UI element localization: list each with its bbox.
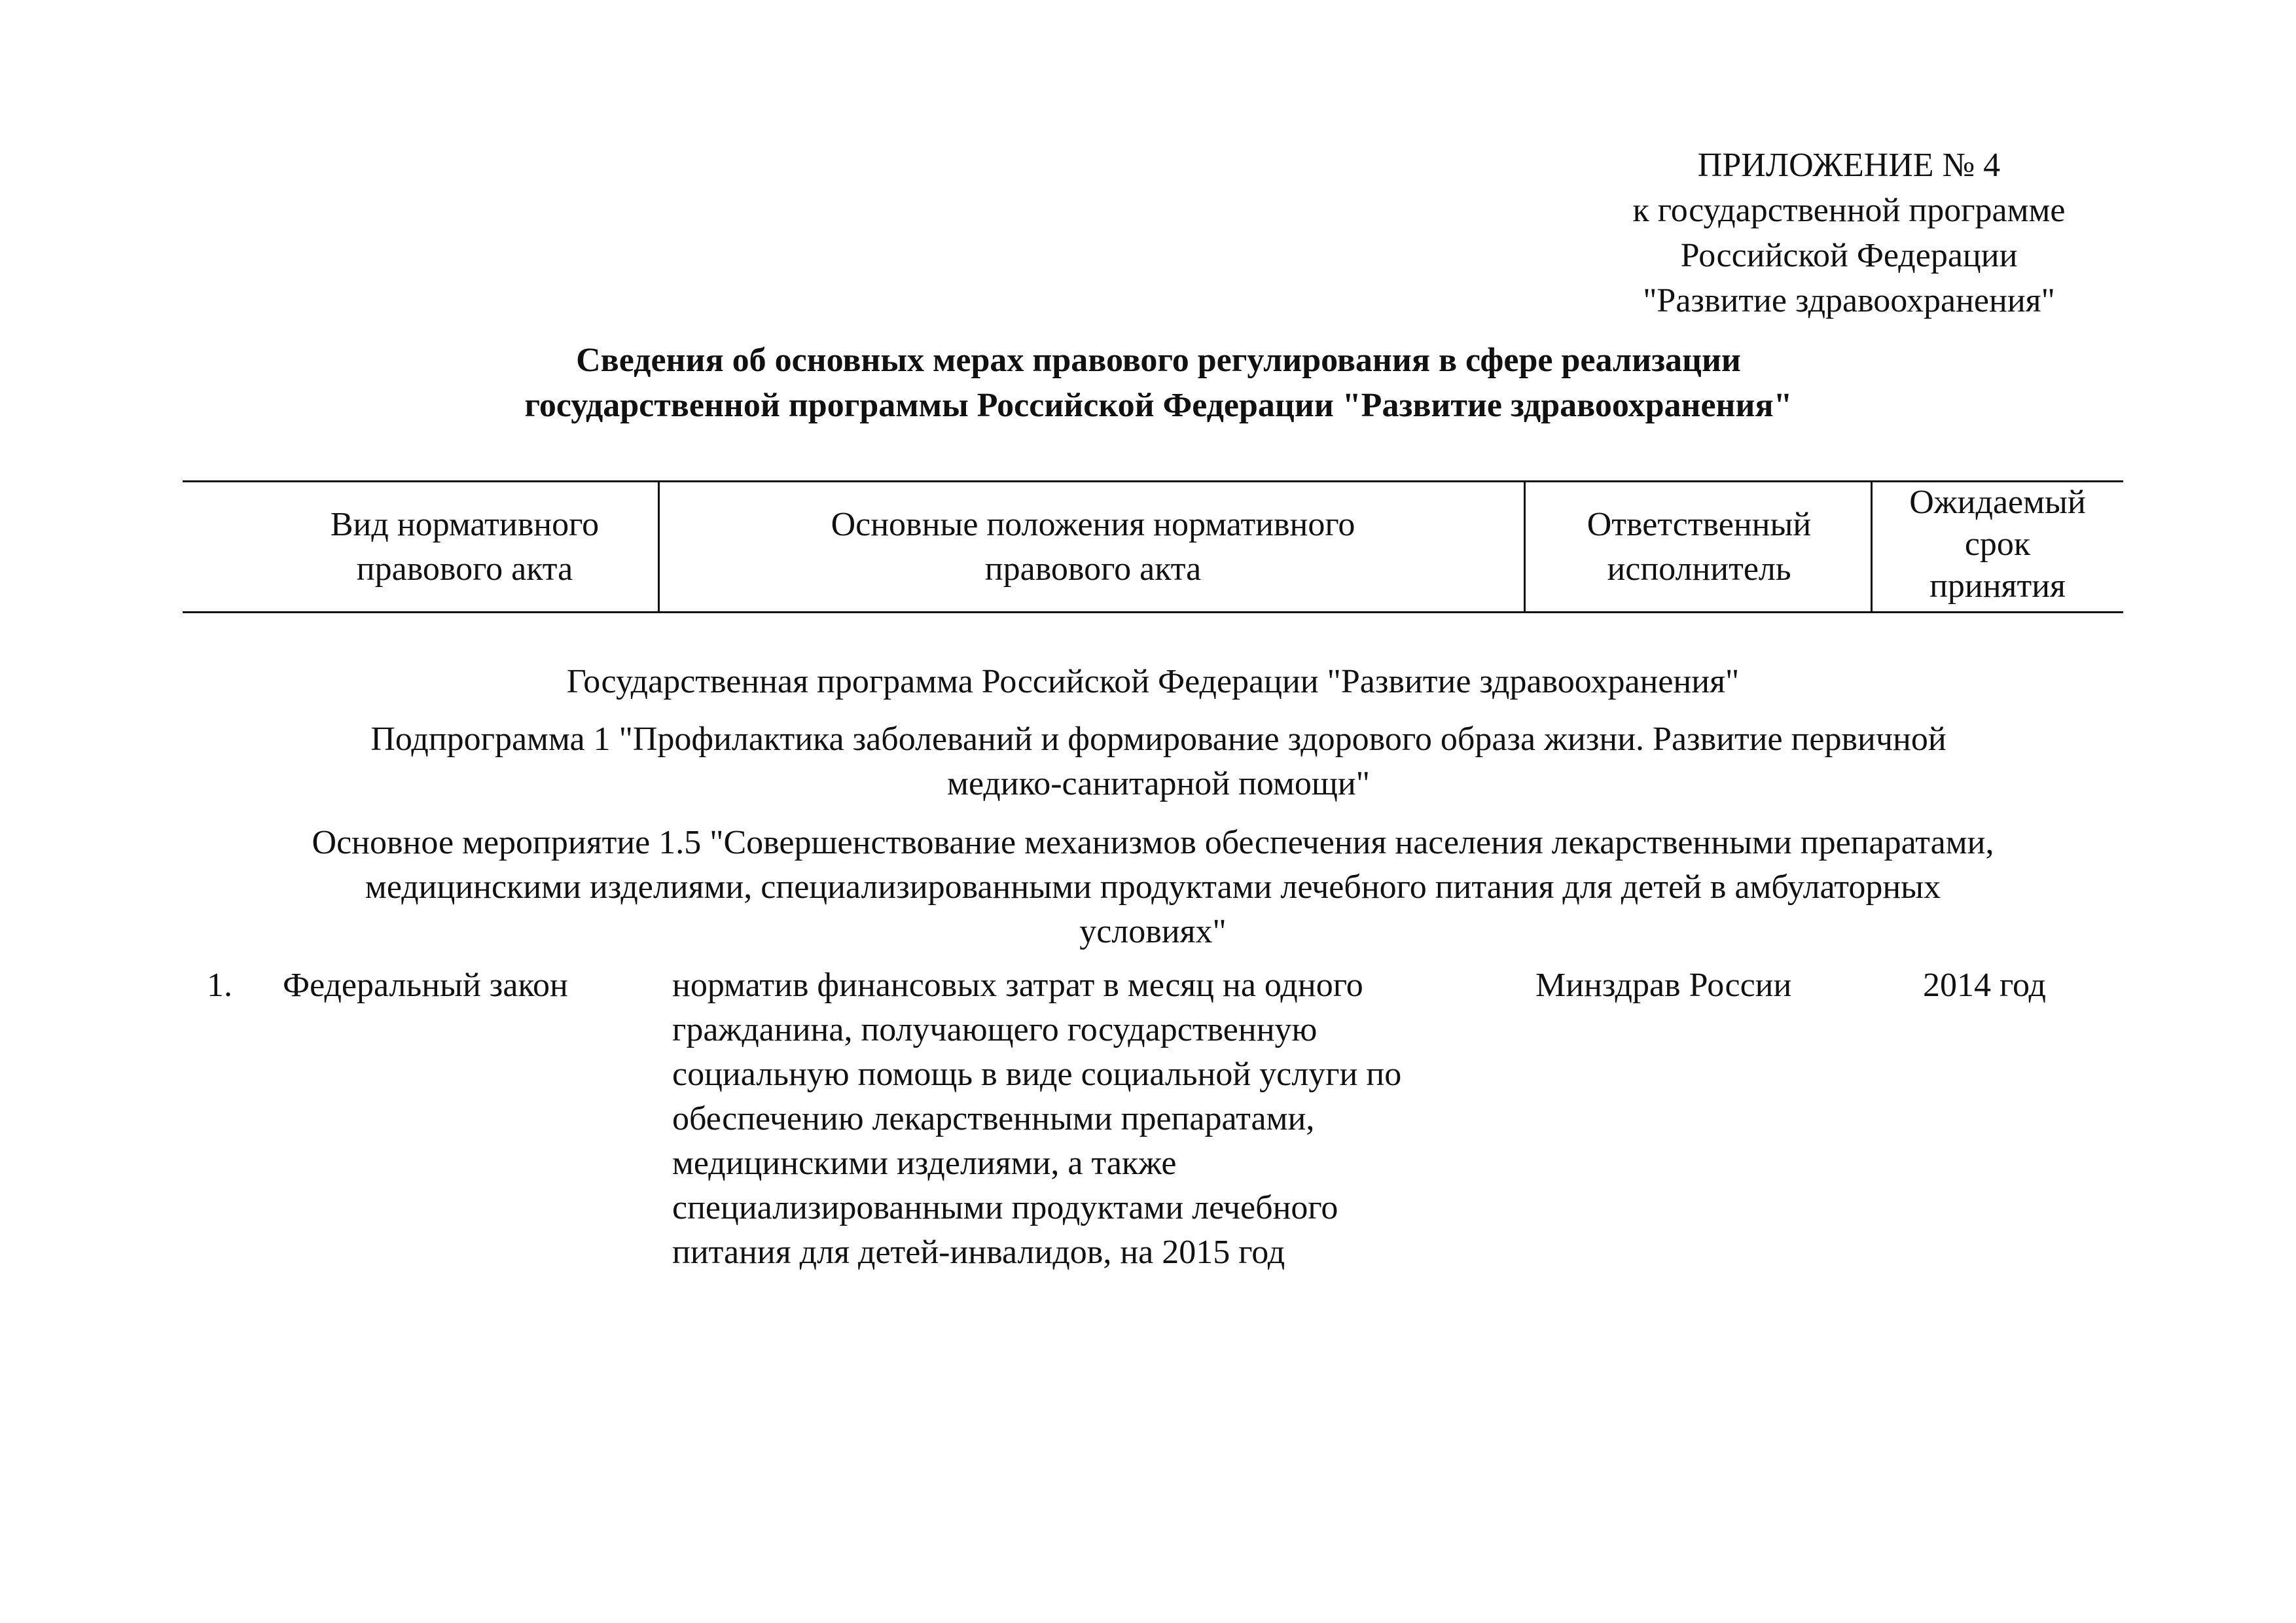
- section-program: Государственная программа Российской Федерации "Развитие здравоохранения": [566, 663, 1740, 700]
- section-line: Основное мероприятие 1.5 "Совершенствование механизмов обеспечения населения лекарственными препаратами,: [312, 824, 1994, 861]
- row-act-type: Федеральный закон: [283, 967, 568, 1004]
- header-deadline: [1873, 482, 2122, 607]
- header-provisions: [661, 503, 1525, 592]
- provision-line: гражданина, получающего государственную: [672, 1011, 1318, 1048]
- header-act-type: [249, 503, 681, 592]
- appendix-ref-line: к государственной программе: [1632, 192, 2066, 229]
- section-line: условиях": [1079, 913, 1227, 950]
- header-line: Ответственный: [1587, 506, 1812, 543]
- provision-line: обеспечению лекарственными препаратами,: [672, 1100, 1315, 1137]
- row-deadline: 2014 год: [1923, 967, 2046, 1004]
- table-top-rule: [183, 480, 2123, 482]
- provision-line: норматив финансовых затрат в месяц на одного: [672, 967, 1363, 1004]
- section-main-measure: [183, 821, 2123, 954]
- row-provisions: [672, 963, 1543, 1275]
- section-line: медико-санитарной помощи": [947, 765, 1370, 802]
- row-responsible: Минздрав России: [1535, 967, 1792, 1004]
- section-line: медицинскими изделиями, специализированными продуктами лечебного питания для детей в амбулаторных: [365, 868, 1941, 906]
- header-line: срок: [1964, 526, 2031, 563]
- header-line: правового акта: [356, 550, 573, 588]
- header-line: Вид нормативного: [330, 506, 600, 543]
- provision-line: социальную помощь в виде социальной услуги по: [672, 1056, 1402, 1093]
- header-line: правового акта: [984, 550, 1202, 588]
- header-responsible: [1526, 503, 1872, 592]
- appendix-number: ПРИЛОЖЕНИЕ № 4: [1697, 147, 2001, 184]
- section-line: Подпрограмма 1 "Профилактика заболеваний и формирование здорового образа жизни. Развитие первичной: [370, 721, 1946, 758]
- header-line: исполнитель: [1607, 550, 1791, 588]
- appendix-header: [1558, 143, 2140, 323]
- provision-line: питания для детей-инвалидов, на 2015 год: [672, 1234, 1285, 1271]
- table-header-bottom-rule: [183, 611, 2123, 613]
- document-title: [406, 338, 1911, 428]
- title-line: государственной программы Российской Федерации "Развитие здравоохранения": [524, 387, 1793, 424]
- row-number: 1.: [207, 967, 232, 1004]
- header-line: Основные положения нормативного: [831, 506, 1355, 543]
- header-line: принятия: [1929, 567, 2066, 605]
- provision-line: медицинскими изделиями, а также: [672, 1145, 1177, 1182]
- appendix-ref-line: "Развитие здравоохранения": [1643, 282, 2055, 319]
- section-subprogram: [249, 717, 2068, 806]
- title-line: Сведения об основных мерах правового регулирования в сфере реализации: [576, 342, 1741, 379]
- header-line: Ожидаемый: [1909, 484, 2086, 521]
- provision-line: специализированными продуктами лечебного: [672, 1189, 1338, 1226]
- appendix-ref-line: Российской Федерации: [1680, 237, 2018, 274]
